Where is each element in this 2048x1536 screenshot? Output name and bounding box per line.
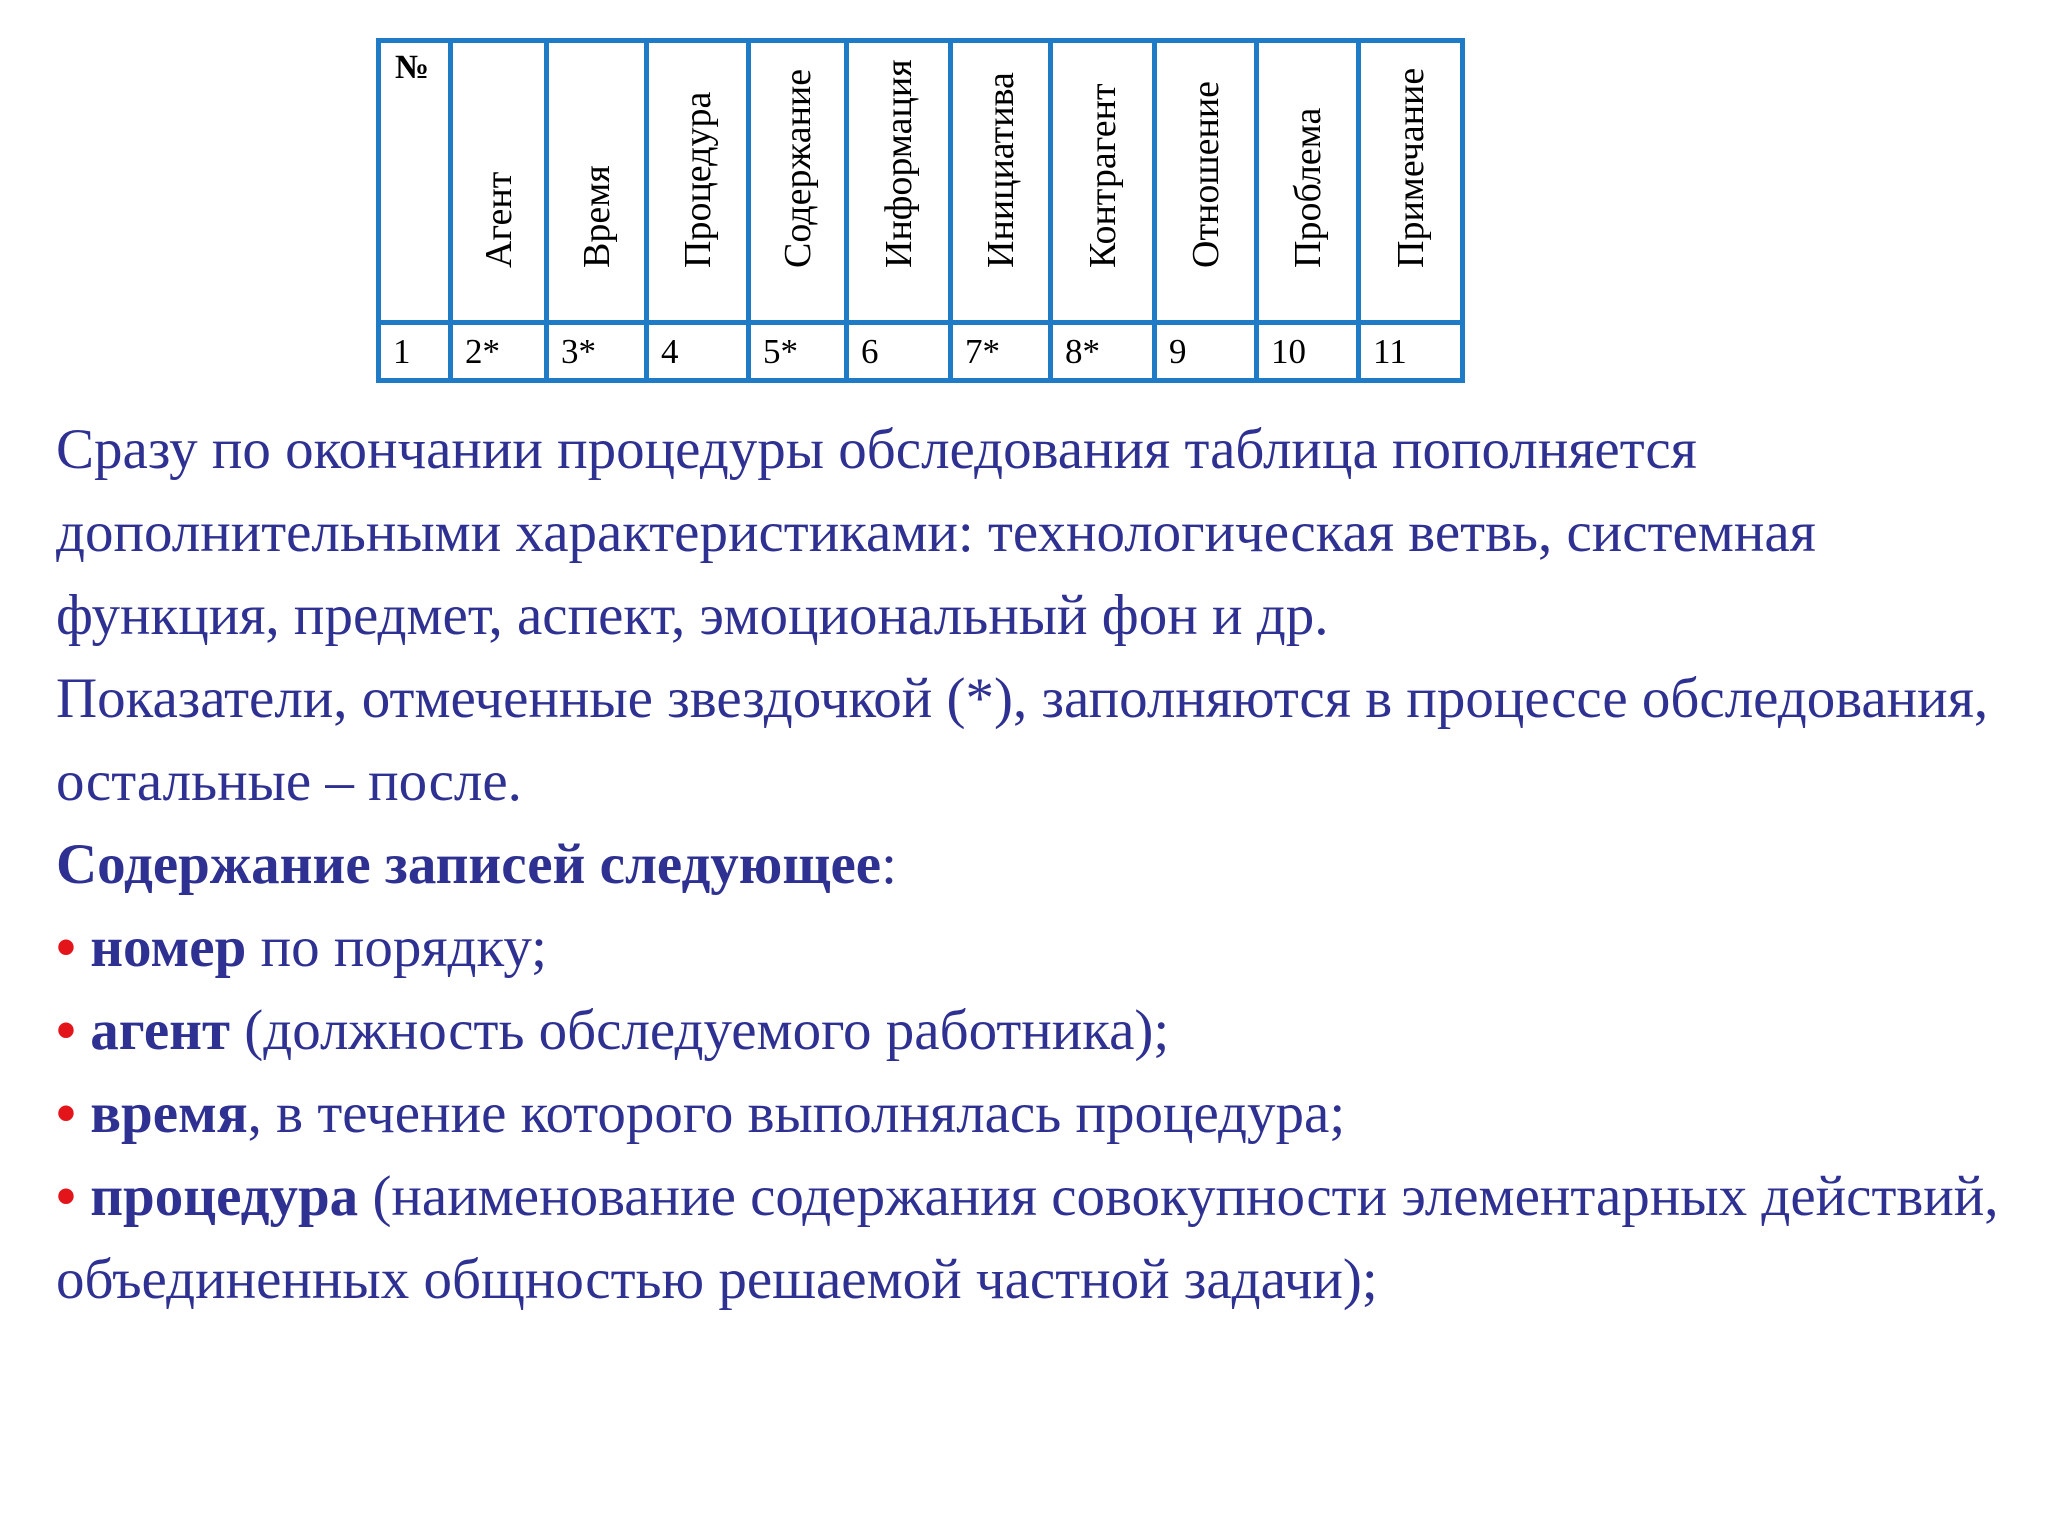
list-item-text: (должность обследуемого работника); <box>230 999 1170 1062</box>
list-item-text: , в течение которого выполнялась процедура; <box>247 1082 1346 1145</box>
header-initiative: Инициатива <box>979 72 1022 268</box>
table-cell: 1 <box>379 323 451 381</box>
header-procedure: Процедура <box>676 91 719 268</box>
paragraph-additional-characteristics: Сразу по окончании процедуры обследования таблица пополняется дополнительными характеристиками: технологическая ветвь, системная функция, предмет, аспект, эмоциональный фон и др. <box>56 418 1816 647</box>
contents-heading-line <box>56 823 2016 906</box>
header-note: Примечание <box>1389 67 1432 268</box>
table-header-cell <box>1155 41 1257 323</box>
paragraph-asterisk-note: Показатели, отмеченные звездочкой (*), заполняются в процессе обследования, остальные – после. <box>56 667 1989 813</box>
table-header-cell <box>1051 41 1155 323</box>
table-header-row <box>379 41 1463 323</box>
contents-heading: Содержание записей следующее <box>56 833 882 896</box>
table-cell: 8* <box>1051 323 1155 381</box>
table-number-row <box>379 323 1463 381</box>
list-item-term: агент <box>90 999 230 1062</box>
header-counterpart: Контрагент <box>1081 83 1124 268</box>
table-cell: 2* <box>451 323 547 381</box>
list-item-text: (наименование содержания совокупности элементарных действий, объединенных общностью решаемой частной задачи); <box>56 1165 1999 1311</box>
body-text <box>56 408 2016 1321</box>
list-item <box>56 989 2016 1072</box>
table-header-cell <box>749 41 847 323</box>
observation-table <box>376 38 1465 383</box>
list-item-term: номер <box>90 916 247 979</box>
bullet-icon: • <box>56 1165 76 1228</box>
table-header-cell <box>951 41 1051 323</box>
list-item <box>56 1072 2016 1155</box>
table-header-cell <box>547 41 647 323</box>
header-time: Время <box>575 165 618 268</box>
header-agent: Агент <box>477 171 520 268</box>
header-content: Содержание <box>776 68 819 268</box>
bullet-icon: • <box>56 916 76 979</box>
table-cell: 4 <box>647 323 749 381</box>
contents-heading-colon: : <box>881 833 897 896</box>
list-item-term: время <box>90 1082 248 1145</box>
header-problem: Проблема <box>1286 107 1329 268</box>
header-information: Информация <box>877 59 920 268</box>
table-cell: 11 <box>1359 323 1463 381</box>
list-item-term: процедура <box>90 1165 359 1228</box>
table-header-cell <box>1257 41 1359 323</box>
table-cell: 6 <box>847 323 951 381</box>
table-header-cell <box>1359 41 1463 323</box>
table-cell: 7* <box>951 323 1051 381</box>
table-header-cell <box>451 41 547 323</box>
list-item <box>56 1155 2016 1321</box>
table-header-cell <box>647 41 749 323</box>
table-header-cell <box>847 41 951 323</box>
table-cell: 9 <box>1155 323 1257 381</box>
list-item-text: по порядку; <box>246 916 548 979</box>
header-relation: Отношение <box>1184 80 1227 268</box>
table-cell: 10 <box>1257 323 1359 381</box>
table-cell: 3* <box>547 323 647 381</box>
table-header-cell <box>379 41 451 323</box>
header-number-sign: № <box>395 49 430 86</box>
bullet-icon: • <box>56 999 76 1062</box>
list-item <box>56 906 2016 989</box>
bullet-icon: • <box>56 1082 76 1145</box>
table-cell: 5* <box>749 323 847 381</box>
